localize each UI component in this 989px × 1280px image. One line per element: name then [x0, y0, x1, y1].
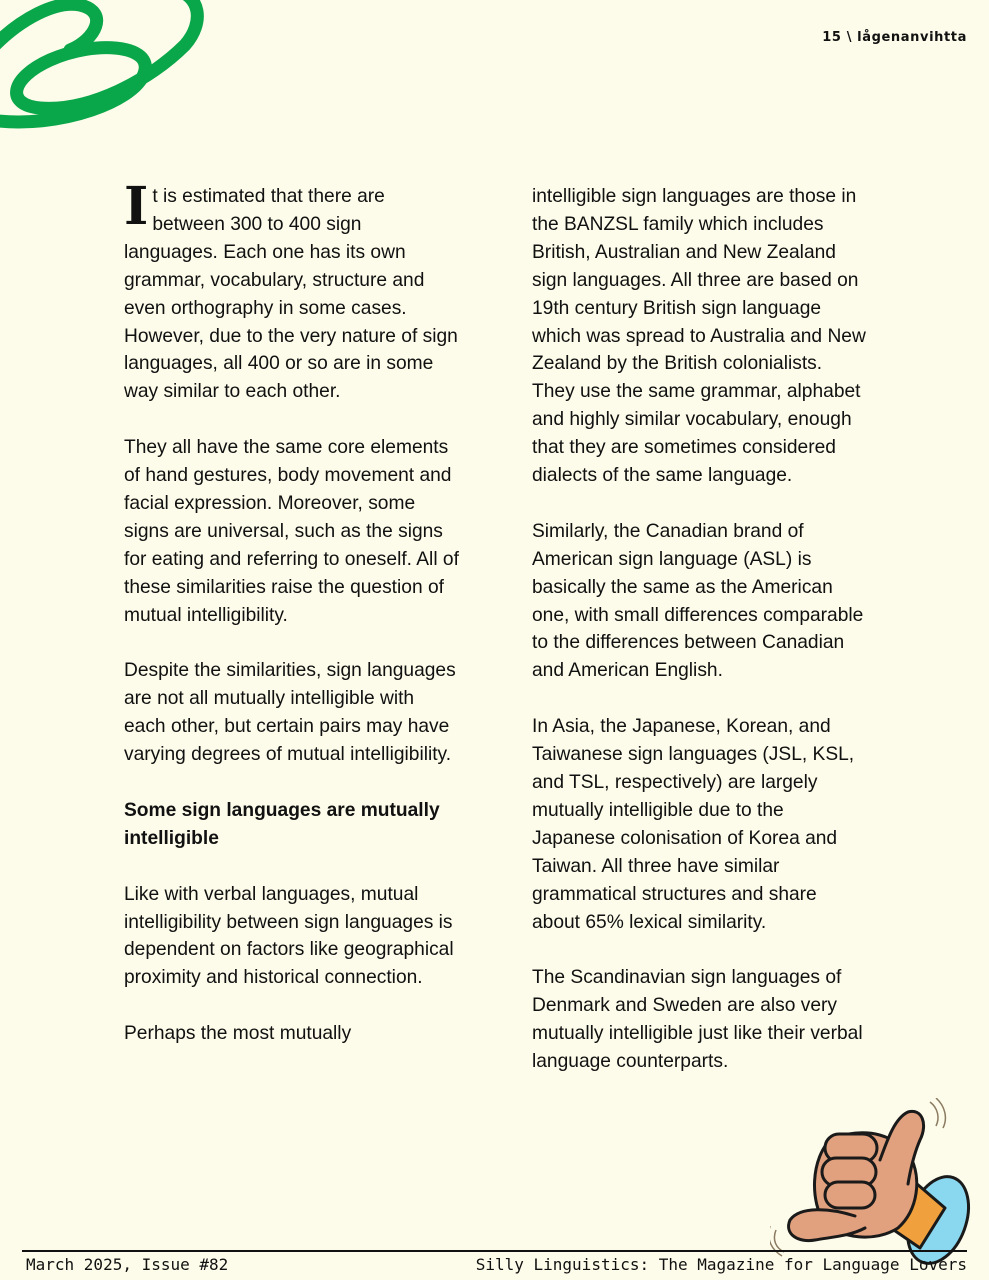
- paragraph: Similarly, the Canadian brand of American sign language (ASL) is basically the same as the American one, with small differences comparable to the differences between Canadian and American English.: [532, 520, 864, 682]
- intro-paragraph: [124, 156, 460, 406]
- footer-divider: [22, 1250, 967, 1252]
- paragraph: Despite the similarities, sign languages are not all mutually intelligible with each other, but certain pairs may have varying degrees of mutual intelligibility.: [124, 660, 456, 766]
- drop-cap: I: [124, 176, 149, 237]
- paragraph: The Scandinavian sign languages of Denmark and Sweden are also very mutually intelligible just like their verbal language counterparts.: [532, 967, 863, 1073]
- article-left-column: [124, 156, 460, 1076]
- shaka-hand-icon: [770, 1098, 975, 1268]
- paragraph: Like with verbal languages, mutual intelligibility between sign languages is dependent on factors like geographical proximity and historical connection.: [124, 883, 454, 989]
- article-right-column: [532, 156, 868, 1104]
- paragraph: intelligible sign languages are those in the BANZSL family which includes British, Australian and New Zealand sign languages. All three are based on 19th century British sign language which was spread to Australia and New Zealand by the British colonialists. They use the same grammar, alphabet and highly similar vocabulary, enough that they are sometimes considered dialects of the same language.: [532, 186, 866, 487]
- page-number-label: 15 \ lågenanvihtta: [822, 30, 967, 45]
- paragraph: They all have the same core elements of hand gestures, body movement and facial expression. Moreover, some signs are universal, such as the signs for eating and referring to oneself. All of these similarities raise the question of mutual intelligibility.: [124, 437, 459, 626]
- paragraph: In Asia, the Japanese, Korean, and Taiwanese sign languages (JSL, KSL, and TSL, respectively) are largely mutually intelligible due to the Japanese colonisation of Korea and Taiwan. All three have similar grammatical structures and share about 65% lexical similarity.: [532, 716, 855, 933]
- magazine-title: Silly Linguistics: The Magazine for Language Lovers: [475, 1255, 967, 1274]
- issue-label: March 2025, Issue #82: [26, 1255, 229, 1274]
- intro-text: t is estimated that there are between 300 to 400 sign languages. Each one has its own grammar, vocabulary, structure and even orthography in some cases. However, due to the very nature of sign languages, all 400 or so are in some way similar to each other.: [124, 186, 458, 403]
- paragraph: Perhaps the most mutually: [124, 1023, 352, 1045]
- section-subheading: Some sign languages are mutually intelligible: [124, 799, 440, 849]
- green-swirl-icon: [0, 0, 215, 135]
